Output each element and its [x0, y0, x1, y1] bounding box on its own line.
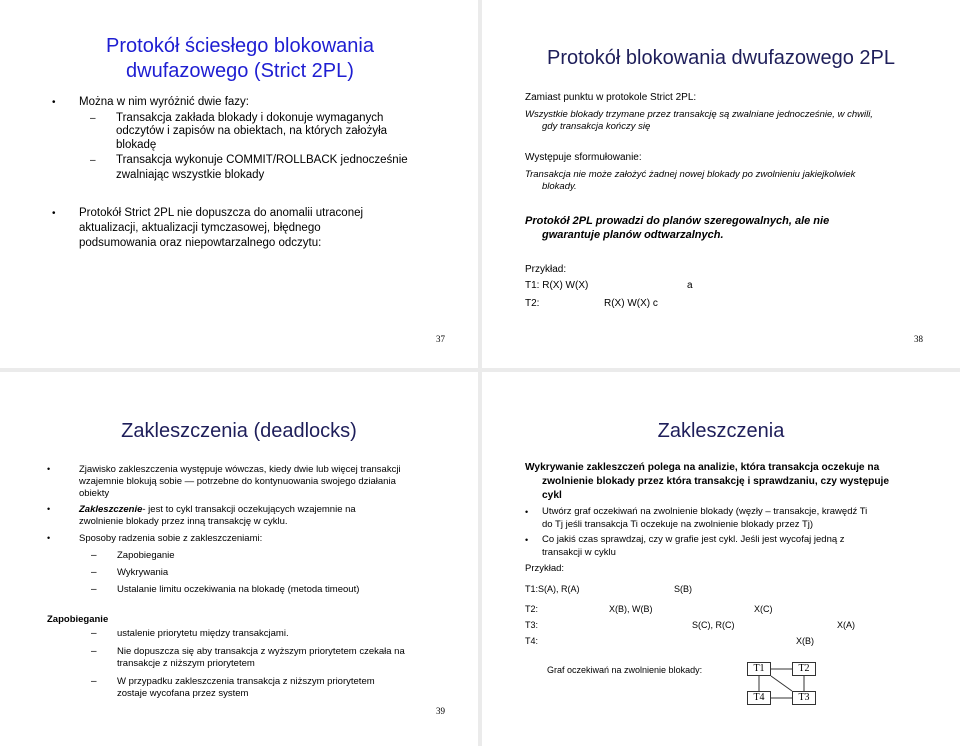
- dash-marker: –: [91, 628, 97, 639]
- dash-text: W przypadku zakleszczenia transakcja z niższym priorytetem: [117, 676, 375, 687]
- bullet-dot: •: [52, 97, 56, 108]
- dash-text-cont: blokadę: [116, 139, 157, 151]
- graph-caption: Graf oczekiwań na zwolnienie blokady:: [547, 665, 703, 675]
- example-label: Przykład:: [525, 264, 567, 275]
- bullet-text: Co jakiś czas sprawdzaj, czy w grafie jest cykl. Jeśli jest wycofaj jedną z: [542, 534, 845, 545]
- dash-marker: –: [91, 646, 97, 657]
- dash-marker: –: [90, 113, 96, 124]
- bold-italic-text-cont: gwarantuje planów odtwarzalnych.: [542, 229, 724, 241]
- dash-text-cont: transakcje z niższym priorytetem: [117, 658, 255, 669]
- graph-node: T2: [792, 662, 816, 676]
- term-text: Zakleszczenie: [79, 504, 143, 515]
- bullet-text-cont: transakcji w cyklu: [542, 547, 616, 558]
- dash-text: Transakcja wykonuje COMMIT/ROLLBACK jednocześnie: [116, 154, 408, 166]
- slide-title: Protokół blokowania dwufazowego 2PL: [547, 47, 895, 69]
- schedule-op: S(C), R(C): [692, 620, 735, 630]
- schedule-row-t1: T1: R(X) W(X): [525, 280, 589, 291]
- term-definition: - jest to cykl transakcji oczekujących wzajemnie na: [142, 504, 356, 515]
- dash-text-cont: odczytów i zapisów na obiektach, na których założyła: [116, 125, 388, 137]
- schedule-row-t1: T1:S(A), R(A): [525, 584, 580, 594]
- slide-title: Zakleszczenia: [657, 420, 785, 442]
- dash-marker: –: [91, 567, 97, 578]
- graph-node: T3: [792, 691, 816, 705]
- bullet-dot: •: [47, 533, 51, 543]
- bullet-text: Można w nim wyróżnić dwie fazy:: [79, 96, 249, 108]
- slide-title-line-1: Protokół ściesłego blokowania: [106, 35, 374, 57]
- bullet-dot: •: [47, 464, 51, 474]
- italic-text-cont: gdy transakcja kończy się: [542, 121, 651, 132]
- dash-marker: –: [91, 550, 97, 561]
- schedule-op: X(C): [754, 604, 773, 614]
- bullet-text-cont: do Tj jeśli transakcja Ti oczekuje na zwolnienie blokady przez Tj): [542, 519, 814, 530]
- bullet-text-cont: aktualizacji, aktualizacji tymczasowej, błędnego: [79, 222, 321, 234]
- bullet-text-cont: zwolnienie blokady przez inną transakcję w cyklu.: [79, 516, 288, 527]
- bullet-text: Sposoby radzenia sobie z zakleszczeniami:: [79, 533, 263, 544]
- section-heading: Zapobieganie: [47, 614, 109, 625]
- example-label: Przykład:: [525, 563, 565, 574]
- dash-text-cont: zostaje wycofana przez system: [117, 688, 249, 699]
- schedule-op: a: [687, 280, 693, 291]
- paragraph-text: Występuje sformułowanie:: [525, 152, 642, 163]
- italic-text-cont: blokady.: [542, 181, 577, 192]
- schedule-op: X(B), W(B): [609, 604, 653, 614]
- italic-text: Transakcja nie może założyć żadnej nowej blokady po zwolnieniu jakiejkolwiek: [525, 169, 856, 180]
- dash-text: Zapobieganie: [117, 550, 175, 561]
- dash-marker: –: [90, 155, 96, 166]
- schedule-op: X(A): [837, 620, 855, 630]
- italic-text: Wszystkie blokady trzymane przez transakcję są zwalniane jednocześnie, w chwili,: [525, 109, 873, 120]
- bullet-text-cont: wzajemnie blokują sobie — potrzebne do kontynuowania swojego działania: [79, 476, 396, 487]
- slide-title: Zakleszczenia (deadlocks): [121, 420, 357, 442]
- page-number: 39: [436, 706, 445, 716]
- bullet-text-cont: podsumowania oraz niepowtarzalnego odczytu:: [79, 237, 322, 249]
- paragraph-text: Zamiast punktu w protokole Strict 2PL:: [525, 92, 697, 103]
- bold-paragraph-cont: cykl: [542, 490, 562, 501]
- bullet-dot: •: [525, 535, 529, 545]
- schedule-row-t2: T2:: [525, 298, 540, 309]
- slide-title-line-2: dwufazowego (Strict 2PL): [126, 60, 354, 82]
- bullet-text: [79, 504, 356, 516]
- bullet-dot: •: [525, 507, 529, 517]
- bullet-text-cont: obiekty: [79, 488, 110, 499]
- bullet-text: Protokół Strict 2PL nie dopuszcza do anomalii utraconej: [79, 207, 364, 219]
- dash-text: Wykrywania: [117, 567, 169, 578]
- graph-node: T4: [747, 691, 771, 705]
- schedule-op: X(B): [796, 636, 814, 646]
- slide-38: [482, 0, 960, 368]
- bullet-text: Zjawisko zakleszczenia występuje wówczas, kiedy dwie lub więcej transakcji: [79, 464, 401, 475]
- bullet-text: Utwórz graf oczekiwań na zwolnienie blokady (węzły – transakcje, krawędź Ti: [542, 506, 868, 517]
- schedule-ops: R(X) W(X) c: [604, 298, 658, 309]
- dash-marker: –: [91, 676, 97, 687]
- bold-lead: Wykrywanie zakleszczeń: [525, 462, 645, 473]
- bold-paragraph: [525, 461, 955, 475]
- slide-39: [0, 372, 478, 746]
- schedule-row-t4: T4:: [525, 636, 539, 646]
- bullet-dot: •: [52, 208, 56, 219]
- dash-marker: –: [91, 584, 97, 595]
- bold-paragraph-cont: zwolnienie blokady przez która transakcję i sprawdzaniu, czy występuje: [542, 476, 890, 487]
- slide-37: [0, 0, 478, 368]
- dash-text: Ustalanie limitu oczekiwania na blokadę (metoda timeout): [117, 584, 360, 595]
- graph-edge: [771, 676, 792, 691]
- dash-text: Transakcja zakłada blokady i dokonuje wymaganych: [116, 112, 384, 124]
- slide-40: [482, 372, 960, 746]
- schedule-row-t3: T3:: [525, 620, 539, 630]
- page-number: 37: [436, 334, 445, 344]
- bold-italic-text: Protokół 2PL prowadzi do planów szeregowalnych, ale nie: [525, 215, 830, 227]
- dash-text-cont: zwalniając wszystkie blokady: [116, 169, 265, 181]
- graph-node: T1: [747, 662, 771, 676]
- bold-text: polega na analizie, która transakcja oczekuje na: [647, 462, 880, 473]
- schedule-row-t2: T2:: [525, 604, 539, 614]
- schedule-op: S(B): [674, 584, 692, 594]
- dash-text: Nie dopuszcza się aby transakcja z wyższym priorytetem czekała na: [117, 646, 405, 657]
- page-number: 38: [914, 334, 923, 344]
- dash-text: ustalenie priorytetu między transakcjami.: [117, 628, 289, 639]
- bullet-dot: •: [47, 504, 51, 514]
